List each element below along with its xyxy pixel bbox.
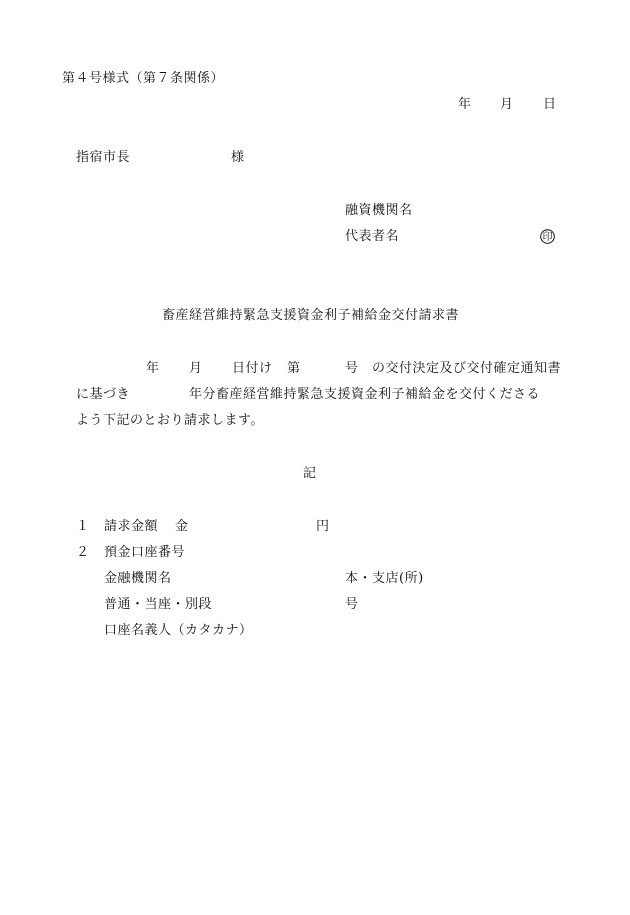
representative-name-label: 代表者名 — [345, 229, 400, 244]
account-holder-label: 口座名義人（カタカナ） — [104, 623, 253, 638]
item2-label: 預金口座番号 — [104, 545, 186, 560]
seal-icon — [540, 229, 555, 244]
account-type-label: 普通・当座・別段 — [104, 597, 213, 612]
seal-char: 印 — [542, 232, 553, 244]
body-based-on: に基づき — [76, 387, 131, 402]
body-subsidy-text: 年分畜産経営維持緊急支援資金利子補給金を交付くださる — [189, 387, 541, 402]
addressee-title: 指宿市長 — [76, 150, 131, 165]
branch-label: 本・支店(所) — [345, 571, 424, 586]
bank-name-label: 金融機関名 — [104, 571, 172, 586]
body-dated: 日付け — [232, 361, 273, 376]
item1-label: 請求金額 — [104, 519, 159, 534]
body-dai: 第 — [287, 361, 301, 376]
body-notice-text: の交付決定及び交付確定通知書 — [372, 361, 562, 376]
form-number: 第４号様式（第７条関係） — [62, 71, 225, 86]
body-go: 号 — [345, 361, 359, 376]
item2-number: ２ — [76, 545, 90, 560]
date-day-label: 日 — [543, 97, 557, 112]
date-year-label: 年 — [458, 97, 472, 112]
ki-heading: 記 — [303, 466, 317, 481]
item1-yen: 円 — [316, 519, 330, 534]
body-month: 月 — [189, 361, 203, 376]
addressee-honorific: 様 — [231, 150, 245, 165]
account-number-suffix: 号 — [345, 597, 359, 612]
item1-number: １ — [76, 519, 90, 534]
body-request-text: よう下記のとおり請求します。 — [76, 413, 264, 428]
document-title: 畜産経営維持緊急支援資金利子補給金交付請求書 — [162, 308, 460, 323]
body-year: 年 — [146, 361, 160, 376]
date-month-label: 月 — [500, 97, 514, 112]
institution-name-label: 融資機関名 — [345, 203, 413, 218]
item1-kin: 金 — [175, 519, 189, 534]
